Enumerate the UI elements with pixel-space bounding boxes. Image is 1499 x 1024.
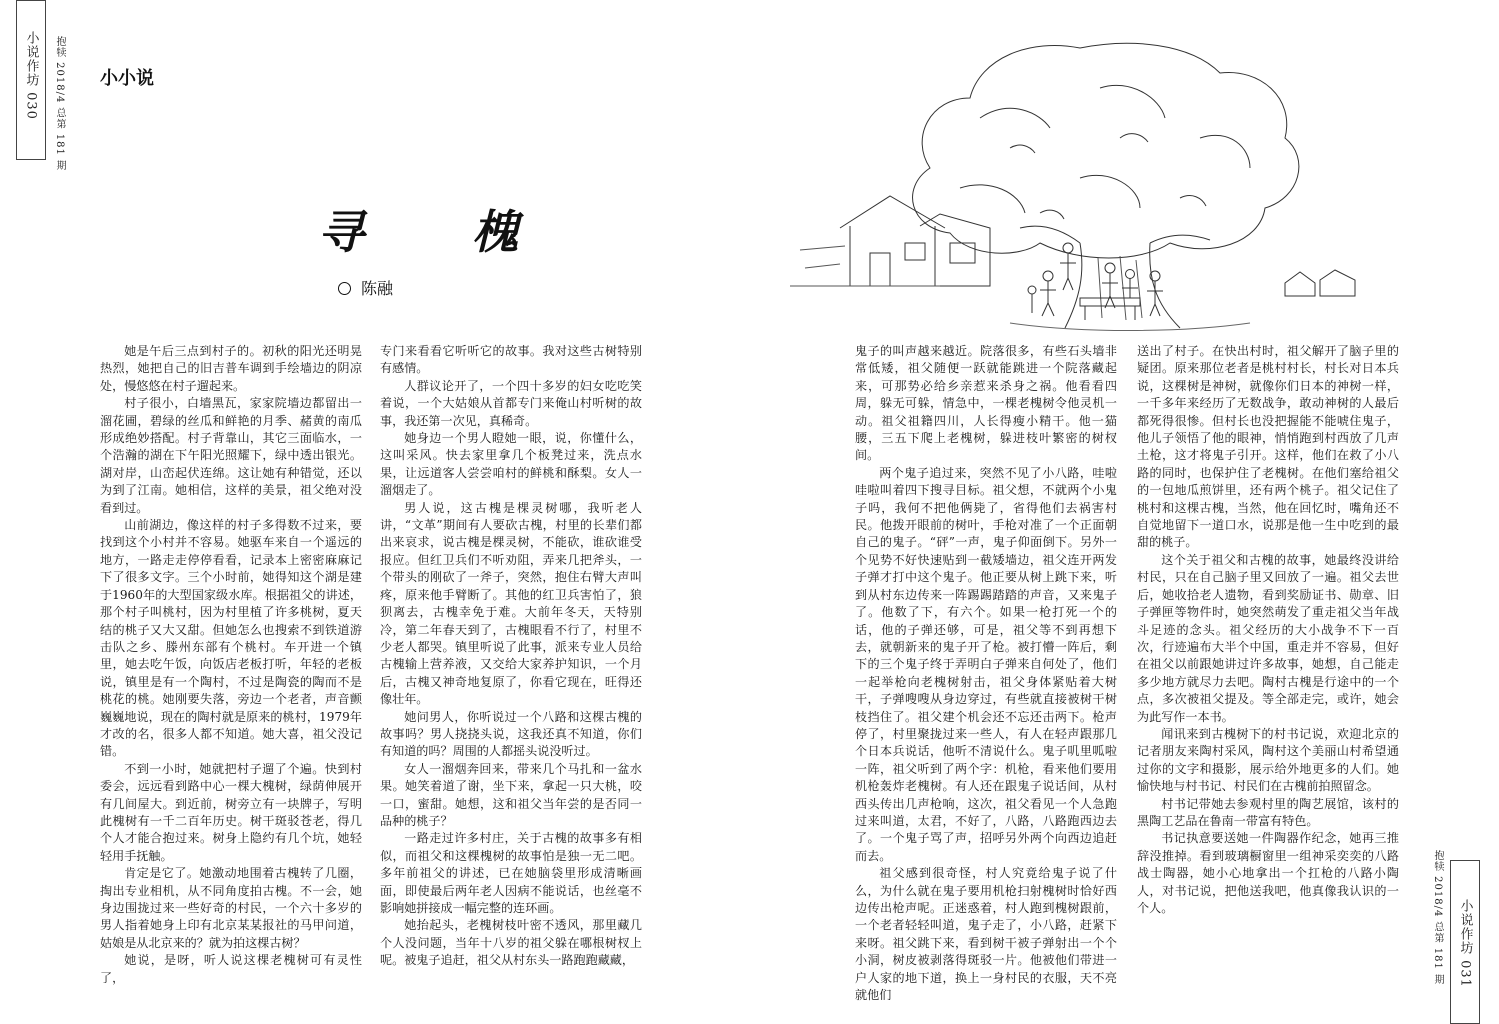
paragraph: 她身边一个男人瞪她一眼，说，你懂什么，这叫采风。快去家里拿几个板凳过来，洗点水果，让远道客人尝尝咱村的鲜桃和酥梨。女人一溜烟走了。	[380, 431, 642, 498]
paragraph: 她抬起头，老槐树枝叶密不透风，那里藏几个人没问题，当年十八岁的祖父躲在哪根树杈上呢。被鬼子追赶，祖父从村东头一路跑跑藏藏，	[380, 918, 642, 968]
paragraph: 男人说，这古槐是棵灵树哪，我听老人讲，“文革”期间有人要砍古槐，村里的长辈们都出来哀求，说古槐是棵灵树，不能砍，谁砍谁受报应。但红卫兵们不听劝阻，弄来几把斧头，一个带头的刚砍了一斧子，突然，抱住右臂大声叫疼，原来他手臂断了。其他的红卫兵害怕了，狼狈离去，古槐幸免于难。大前年冬天，天特别冷，第二年春天到了，古槐眼看不行了，村里不少老人都哭。镇里听说了此事，派来专业人员给古槐输上营养液，又交给大家养护知识，一个月后，古槐又神奇地复原了，你看它现在，旺得还像壮年。	[380, 500, 642, 707]
paragraph: 肯定是它了。她激动地围着古槐转了几圈，掏出专业相机，从不同角度拍古槐。不一会，她身边围拢过来一些好奇的村民，一个六十多岁的男人指着她身上印有北京某某报社的马甲问道，姑娘是从北京来的？就为拍这棵古树？	[100, 866, 362, 950]
paragraph: 闻讯来到古槐树下的村书记说，欢迎北京的记者朋友来陶村采风，陶村这个美丽山村希望通过你的文字和摄影，展示给外地更多的人们。她愉快地与村书记、村民们在古槐前拍照留念。	[1137, 726, 1399, 794]
page-tab-right	[1450, 860, 1480, 1024]
paragraph: 祖父感到很奇怪，村人究竟给鬼子说了什么，为什么就在鬼子要用机枪扫射槐树时恰好西边传出枪声呢。正迷惑着，村人跑到槐树跟前，一个老者轻轻叫道，鬼子走了，小八路，赶紧下来呀。祖父跳下来，看到树干被子弹射出一个个小洞，树皮被剥落得斑驳一片。他被他们带进一户人家的地下道，换上一身村民的衣服，天不亮就他们	[855, 866, 1117, 1003]
paragraph: 村书记带她去参观村里的陶艺展馆，该村的黑陶工艺品在鲁南一带富有特色。	[1137, 796, 1399, 828]
paragraph: 一路走过许多村庄，关于古槐的故事多有相似，而祖父和这棵槐树的故事怕是独一无二吧。多年前祖父的讲述，已在她脑袋里形成清晰画面，即使最后两年老人因病不能说话，也丝毫不影响她拼接成一幅完整的连环画。	[380, 831, 642, 915]
tree-village-illustration	[780, 28, 1380, 338]
paragraph: 不到一小时，她就把村子遛了个遍。快到村委会，远远看到路中心一棵大槐树，绿荫伸展开有几间屋大。到近前，树旁立有一块牌子，写明此槐树有一千二百年历史。树干斑驳苍老，得几个人才能合抱过来。树身上隐约有几个坑，她轻轻用手抚触。	[100, 761, 362, 863]
circle-icon	[338, 282, 351, 295]
paragraph: 鬼子的叫声越来越近。院落很多，有些石头墙非常低矮，祖父随便一跃就能跳进一个院落藏起来，可那势必给乡亲惹来杀身之祸。他看看四周，躲无可躲，情急中，一棵老槐树令他灵机一动。祖父祖籍四川，人长得瘦小精干。他一猫腰，三五下爬上老槐树，躲进枝叶繁密的树杈间。	[855, 344, 1117, 463]
issue-info-left: 抱犊 2018/4 总第 181 期	[54, 36, 65, 171]
article-column-2	[380, 343, 642, 968]
paragraph: 人群议论开了，一个四十多岁的妇女吃吃笑着说，一个大姑娘从首都专门来俺山村听树的故事，我还第一次见，真稀奇。	[380, 378, 642, 428]
article-column-4	[1137, 343, 1399, 963]
author-name: 陈融	[361, 279, 394, 298]
article-title: 寻 槐	[318, 205, 565, 259]
paragraph: 女人一溜烟奔回来，带来几个马扎和一盆水果。她笑着道了谢，坐下来，拿起一只大桃，咬一口，蜜甜。她想，这和祖父当年尝的是否同一品种的桃子？	[380, 761, 642, 828]
page-tab-label-right: 小说作坊 031	[1457, 899, 1473, 988]
paragraph: 这个关于祖父和古槐的故事，她最终没讲给村民，只在自己脑子里又回放了一遍。祖父去世后，她收拾老人遗物，看到奖励证书、勋章、旧子弹匣等物件时，她突然萌发了重走祖父当年战斗足迹的念头。祖父经历的大小战争不下一百次，行迹遍布大半个中国，重走并不容易，但好在祖父以前跟她讲过许多故事，她想，自己能走多少地方就尽力去吧。陶村古槐是行途中的一个点，多次被祖父提及。等全部走完，或许，她会为此写作一本书。	[1137, 552, 1399, 724]
paragraph: 山前湖边，像这样的村子多得数不过来，要找到这个小村并不容易。她驱车来自一个遥远的地方，一路走走停停看看，记录本上密密麻麻记下了很多文字。三个小时前，她得知这个湖是建于1960年的大型国家级水库。根据祖父的讲述，那个村子叫桃村，因为村里植了许多桃树，夏天结的桃子又大又甜。但她怎么也搜索不到铁道游击队之乡、滕州东部有个桃村。车开进一个镇里，她去吃午饭，向饭店老板打听，年轻的老板说，镇里是有一个陶村，不过是陶瓷的陶而不是桃花的桃。她刚要失落，旁边一个老者，声音颤巍巍地说，现在的陶村就是原来的桃村，1979年才改的名，很多人都不知道。她大喜，祖父没记错。	[100, 518, 362, 759]
issue-info-right: 抱犊 2018/4 总第 181 期	[1432, 850, 1443, 985]
paragraph: 两个鬼子追过来，突然不见了小八路，哇啦哇啦叫着四下搜寻目标。祖父想，不就两个小鬼子吗，我何不把他俩毙了，省得他们去祸害村民。他拨开眼前的树叶，手枪对准了一个正面朝自己的鬼子。“砰”一声，鬼子仰面倒下。另外一个见势不好快速贴到一截矮墙边，祖父连开两发子弹才打中这个鬼子。他正要从树上跳下来，听到从村东边传来一阵踢踢踏踏的声音，又来鬼子了。他数了下，有六个。如果一枪打死一个的话，他的子弹还够，可是，祖父等不到再想下去，就朝新来的鬼子开了枪。被打懵一阵后，剩下的三个鬼子终于弄明白子弹来自何处了，他们一起举枪向老槐树射击，祖父身体紧贴着大树干，子弹嗖嗖从身边穿过，有些就直接被树干树枝挡住了。祖父建个机会还不忘还击两下。枪声停了，村里聚拢过来一些人，有人在轻声跟那几个日本兵说话，他听不清说什么。鬼子叽里呱啦一阵，祖父听到了两个字：机枪，看来他们要用机枪轰炸老槐树。有人还在跟鬼子说话间，从村西头传出几声枪响，这次，祖父看见一个人急跑过来叫道，太君，不好了，八路，八路跑西边去了。一个鬼子骂了声，招呼另外两个向西边追赶而去。	[855, 465, 1117, 863]
author-line	[338, 276, 393, 299]
section-label: 小小说	[100, 68, 154, 89]
paragraph: 她是午后三点到村子的。初秋的阳光还明晃热烈，她把自己的旧吉普车调到手绘墙边的阴凉处，慢悠悠在村子遛起来。	[100, 344, 362, 393]
paragraph: 送出了村子。在快出村时，祖父解开了脑子里的疑团。原来那位老者是桃村村长，村长对日本兵说，这棵树是神树，就像你们日本的神树一样，一千多年来经历了无数战争，敢动神树的人最后都死得很惨。但村长也没把握能不能唬住鬼子，他儿子领悟了他的眼神，悄悄跑到村西放了几声土枪，这才将鬼子引开。这样，他们在救了小八路的同时，也保护住了老槐树。在他们塞给祖父的一包地瓜煎饼里，还有两个桃子。祖父记住了桃村和这棵古槐，当然，他在回忆时，嘴角还不自觉地留下一道口水，说那是他一生中吃到的最甜的桃子。	[1137, 344, 1399, 550]
page-tab-label-left: 小说作坊 030	[23, 31, 39, 120]
page-tab-left	[16, 0, 46, 160]
paragraph: 她问男人，你听说过一个八路和这棵古槐的故事吗？男人挠挠头说，这我还真不知道，你们有知道的吗？周围的人都摇头说没听过。	[380, 709, 642, 759]
article-column-1	[100, 343, 362, 985]
paragraph: 专门来看看它听听它的故事。我对这些古树特别有感情。	[380, 344, 642, 376]
paragraph: 书记执意要送她一件陶器作纪念，她再三推辞没推掉。看到玻璃橱窗里一组神采奕奕的八路战士陶器，她小心地拿出一个扛枪的八路小陶人，对书记说，把他送我吧，他真像我认识的一个人。	[1137, 831, 1399, 915]
paragraph: 她说，是呀，听人说这棵老槐树可有灵性了，	[100, 953, 362, 985]
paragraph: 村子很小，白墙黑瓦，家家院墙边都留出一溜花圃，碧绿的丝瓜和鲜艳的月季、赭黄的南瓜形成绝妙搭配。村子背靠山，其它三面临水，一个浩瀚的湖在下午阳光照耀下，绿中透出银光。湖对岸，山峦起伏连绵。这让她有种错觉，还以为到了江南。她相信，这样的美景，祖父绝对没看到过。	[100, 396, 362, 515]
article-column-3	[855, 343, 1117, 1003]
